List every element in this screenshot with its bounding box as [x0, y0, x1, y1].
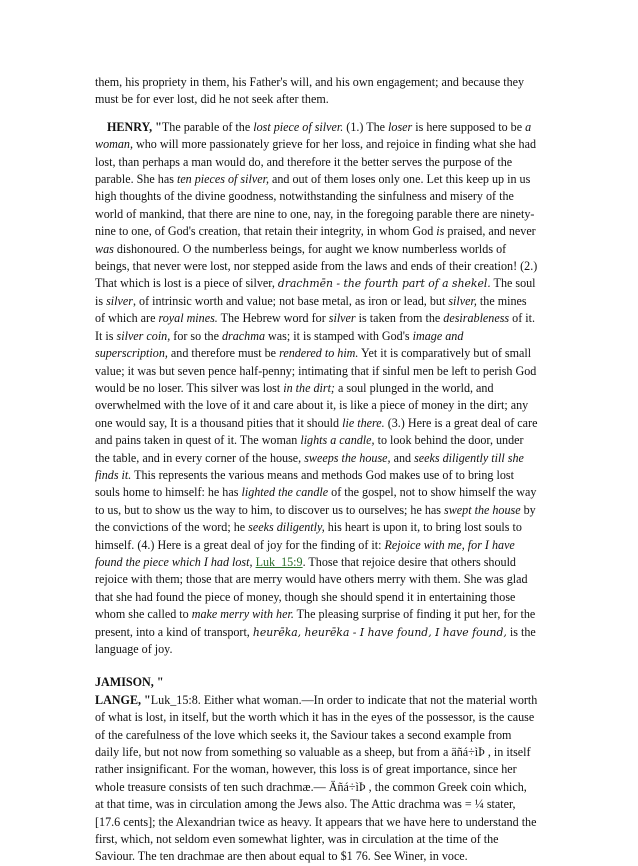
henry-text: . Those that rejoice desire that others should rejoice with them; those that are merry would have others merry with them. She was glad that she had found the piece of money, though she should spend it in entertaining those whom she called to [95, 554, 528, 622]
henry-text: lighted the candle [241, 485, 329, 500]
henry-text: was; it is stamped with God's [265, 328, 413, 343]
henry-commentary [95, 119, 538, 659]
henry-text: The Hebrew word for [217, 311, 329, 326]
henry-text: make merry with her. [191, 607, 294, 622]
henry-text: is [436, 224, 445, 239]
henry-text: lie there. [342, 415, 385, 430]
henry-text: dishonoured. O the numberless beings, for aught we know numberless worlds of beings, that never were lost, nor stepped aside from the laws and ends of their creation! (2.) That which is lost is a piece of silver, [95, 241, 538, 291]
henry-text: (1.) The [343, 119, 389, 134]
lange-commentary [95, 692, 538, 866]
henry-text: praised, and never [444, 224, 536, 239]
henry-text: who will more passionately grieve for her loss, and rejoice in finding what she had lost, than perhaps a man would do, and therefore it the better serves the purpose of the parable. She has [95, 137, 536, 187]
henry-text: was [95, 241, 114, 256]
henry-text: is the language of joy. [95, 624, 536, 656]
henry-text: swept the house [444, 502, 521, 517]
scripture-reference-link[interactable]: Luk_15:9 [255, 554, 303, 569]
henry-text: lost piece of silver. [253, 119, 344, 134]
henry-text: to look behind the door, under the table, and in every corner of the house, [95, 433, 524, 465]
henry-text: his heart is upon it, to bring lost souls to himself. (4.) Here is a great deal of joy for the finding of it: [95, 520, 522, 552]
henry-text: by the convictions of the word; he [95, 502, 536, 535]
henry-text: royal mines. [158, 311, 218, 326]
henry-text: Rejoice with me, for I have found the piece which I had lost, [95, 537, 515, 569]
henry-text: rendered to him. [279, 346, 359, 361]
henry-text: sweeps the house, [304, 450, 391, 465]
henry-text: seeks diligently till she finds it. [95, 450, 524, 482]
jamison-heading [95, 674, 538, 691]
henry-text: is taken from the [355, 311, 444, 326]
henry-text: desirableness [443, 311, 510, 326]
greek-text: heurēka, heurēka - I have found, I have found, [252, 625, 507, 639]
henry-text: , of intrinsic worth and value; not base metal, as iron or lead, but [132, 293, 449, 308]
henry-text: seeks diligently, [248, 520, 325, 535]
henry-text: and therefore must be [167, 346, 280, 361]
henry-text: silver [106, 293, 133, 308]
henry-text: loser [388, 119, 413, 134]
jamison-label: JAMISON, " [95, 675, 164, 690]
henry-text: a woman, [95, 119, 532, 152]
henry-text: This represents the various means and methods God makes use of to bring lost souls home to himself: he has [95, 467, 514, 500]
henry-text: drachma [222, 328, 265, 343]
paragraph-continuation: them, his propriety in them, his Father's will, and his own engagement; and because they must be for ever lost, did he not seek after them. [95, 75, 525, 107]
henry-text: and out of them loses only one. Let this keep up in us high thoughts of the divine goodness, notwithstanding the sinfulness and misery of the world of mankind, that there are nine to one, nay, in the foregoing parable there are ninety-nine to one, of God's creation, that retain their integrity, in whom God [95, 172, 535, 239]
lange-label: LANGE, " [95, 692, 151, 707]
henry-text: Yet it is comparatively but of small value; it was but seven pence half-penny; intimating that if sinful men be left to perish God would be no loser. This silver was lost [95, 346, 537, 395]
henry-text: the mines of which are [95, 293, 527, 326]
henry-text: is here supposed to be [412, 119, 526, 134]
henry-text: ten pieces of silver, [176, 172, 269, 187]
henry-label: HENRY, " [107, 119, 162, 134]
henry-text: of it. It is [95, 311, 535, 343]
henry-text: lights a candle, [300, 433, 375, 448]
henry-text: The pleasing surprise of finding it put her, for the present, into a kind of transport, [95, 607, 536, 639]
henry-text: image and superscription, [95, 328, 464, 361]
henry-text: The parable of the [161, 119, 254, 134]
henry-text: for so the [170, 328, 222, 343]
section-gap [95, 658, 538, 674]
henry-text: a soul plunged in the world, and overwhelmed with the love of it and care about it, is like a piece of money in the dirt; any one would say, It is a thousand pities that it should [95, 380, 529, 430]
henry-text: of the gospel, not to show himself the way to us, but to show us the way to him, to discover us to ourselves; he has [95, 485, 537, 517]
henry-text: silver coin, [116, 328, 171, 343]
greek-text: drachmēn - the fourth part of a shekel. [277, 277, 491, 291]
lange-text: Luk_15:8. Either what woman.—In order to indicate that not the material worth of what is lost, in itself, but the worth which it has in the eyes of the possessor, is the cause of the carefulness of the love which seeks it, the Saviour takes a second example from daily life, but not now from something so valuable as a sheep, but from a äñá÷ìÞ , in itself rather insignificant. For the woman, however, this loss is of great importance, since her whole treasure consists of ten such drachmæ.— Äñá÷ìÞ , the common Greek coin which, at that time, was in circulation among the Jews also. The Attic drachma was = ¼ stater, [17.6 cents]; the Alexandrian twice as heavy. It appears that we have here to understand the first, which, not seldom even somewhat lighter, was in circulation at the time of the Saviour. The ten drachmae are then about equal to $1 76. See Winer, in voce. [95, 692, 538, 864]
henry-text: (3.) Here is a great deal of care and pains taken in quest of it. The woman [95, 415, 538, 448]
henry-text: in the dirt; [283, 380, 335, 395]
henry-text: silver, [448, 293, 477, 308]
henry-text: silver [328, 311, 356, 326]
henry-text: The soul is [95, 276, 536, 308]
henry-text: and [390, 450, 415, 465]
